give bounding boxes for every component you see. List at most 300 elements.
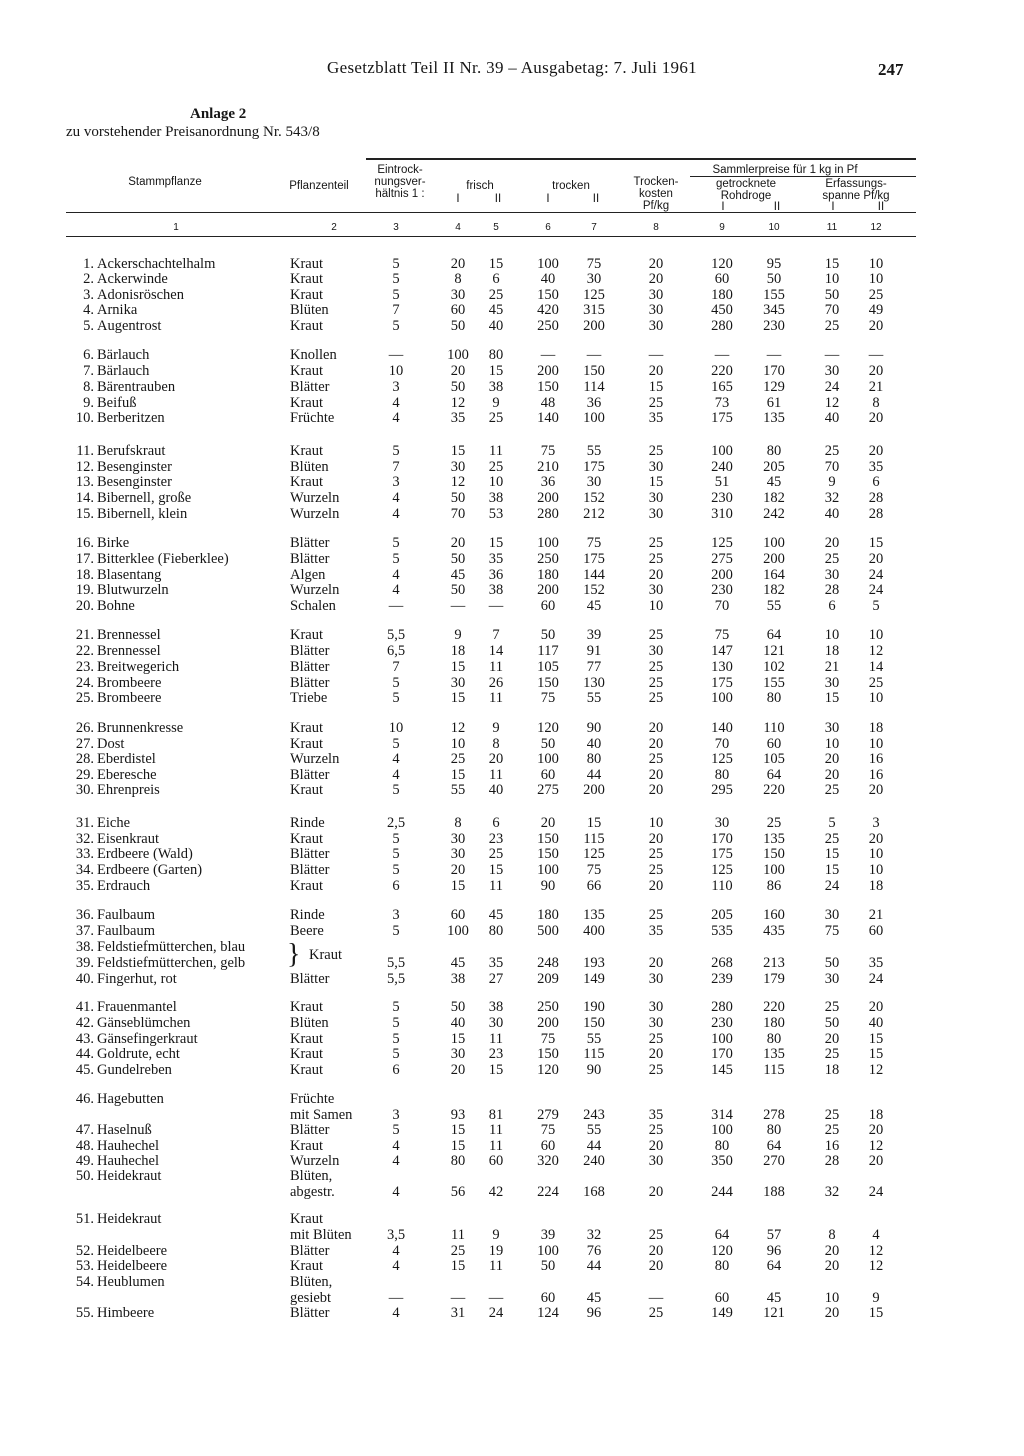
value-cell: 40 [824, 506, 840, 522]
value-cell: 275 [711, 551, 733, 567]
value-cell: 24 [868, 567, 884, 583]
value-cell: 180 [711, 287, 733, 303]
value-cell: 25 [450, 751, 466, 767]
plant-part: Blätter [290, 551, 330, 567]
value-cell: 275 [537, 782, 559, 798]
table-row [0, 751, 1024, 767]
row-number: 41. [75, 999, 94, 1015]
plant-name: Ehrenpreis [97, 782, 160, 798]
value-cell: 20 [868, 1153, 884, 1169]
value-cell: 64 [766, 767, 782, 783]
value-cell: 11 [489, 1031, 503, 1047]
value-cell: 30 [450, 287, 466, 303]
plant-part: Blätter [290, 643, 330, 659]
value-cell: 50 [450, 999, 466, 1015]
value-cell: 3,5 [386, 1227, 406, 1243]
plant-name: Augentrost [97, 318, 162, 334]
plant-part: Kraut [290, 831, 324, 847]
plant-name: Feldstiefmütterchen, gelb [97, 955, 246, 971]
value-cell: 61 [766, 395, 782, 411]
plant-part: Kraut [290, 1211, 324, 1227]
value-cell: 30 [648, 302, 664, 318]
value-cell: 32 [586, 1227, 602, 1243]
plant-part: Kraut [290, 474, 324, 490]
value-cell: 25 [648, 1031, 664, 1047]
value-cell: 45 [450, 955, 466, 971]
value-cell: 25 [824, 999, 840, 1015]
value-cell: 10 [868, 862, 884, 878]
value-cell: 152 [583, 490, 605, 506]
value-cell: 117 [537, 643, 559, 659]
value-cell: 9 [492, 395, 500, 411]
value-cell: 200 [537, 582, 559, 598]
value-cell: 30 [450, 831, 466, 847]
row-number: 11. [76, 443, 94, 459]
value-cell: 36 [540, 474, 556, 490]
value-cell: 243 [583, 1107, 605, 1123]
plant-name: Erdrauch [97, 878, 151, 894]
plant-part: Kraut [290, 782, 324, 798]
plant-name: Heidekraut [97, 1168, 162, 1184]
value-cell: 7 [392, 459, 400, 475]
value-cell: 12 [450, 720, 466, 736]
table-row [0, 999, 1024, 1015]
value-cell: 96 [586, 1305, 602, 1321]
value-cell: 55 [586, 443, 602, 459]
value-cell: 55 [586, 690, 602, 706]
value-cell: 80 [714, 767, 730, 783]
column-number: 12 [870, 222, 882, 233]
value-cell: 5 [392, 551, 400, 567]
value-cell: — [648, 347, 664, 363]
value-cell: 25 [648, 443, 664, 459]
header-frisch: frisch [466, 180, 494, 192]
value-cell: 40 [488, 782, 504, 798]
plant-part: Beere [290, 923, 324, 939]
row-number: 48. [75, 1138, 94, 1154]
value-cell: 75 [824, 923, 840, 939]
value-cell: 435 [763, 923, 785, 939]
value-cell: 25 [648, 1122, 664, 1138]
value-cell: 5 [392, 443, 400, 459]
plant-name: Ackerwinde [97, 271, 168, 287]
value-cell: 168 [583, 1184, 605, 1200]
value-cell: 280 [537, 506, 559, 522]
row-number: 15. [75, 506, 94, 522]
plant-name: Eiche [97, 815, 131, 831]
header-erfassung-line2: spanne Pf/kg [822, 190, 890, 202]
value-cell: 20 [648, 1258, 664, 1274]
value-cell: 24 [868, 582, 884, 598]
value-cell: 35 [648, 410, 664, 426]
value-cell: 25 [648, 1305, 664, 1321]
table-row [0, 535, 1024, 551]
plant-part: Blätter [290, 659, 330, 675]
value-cell: 28 [824, 582, 840, 598]
column-number: 2 [331, 222, 337, 233]
plant-part: Rinde [290, 907, 325, 923]
brace-label [0, 947, 1024, 963]
value-cell: 60 [540, 1290, 556, 1306]
value-cell: 3 [392, 474, 400, 490]
value-cell: 60 [450, 302, 466, 318]
table-row [0, 395, 1024, 411]
row-number: 2. [83, 271, 94, 287]
value-cell: 30 [488, 1015, 504, 1031]
plant-part: abgestr. [290, 1184, 335, 1200]
value-cell: 70 [824, 302, 840, 318]
value-cell: 81 [488, 1107, 504, 1123]
value-cell: 175 [711, 675, 733, 691]
value-cell: 6 [392, 1062, 400, 1078]
row-number: 17. [75, 551, 94, 567]
value-cell: 15 [450, 1258, 466, 1274]
value-cell: 20 [648, 955, 664, 971]
header-trockenkosten-line2: kosten [639, 188, 673, 200]
value-cell: 96 [766, 1243, 782, 1259]
value-cell: 75 [586, 862, 602, 878]
value-cell: 66 [586, 878, 602, 894]
plant-name: Erdbeere (Garten) [97, 862, 203, 878]
value-cell: 36 [488, 567, 504, 583]
row-number: 38. [75, 939, 94, 955]
value-cell: 144 [583, 567, 605, 583]
plant-name: Beifuß [97, 395, 137, 411]
value-cell: 40 [450, 1015, 466, 1031]
value-cell: 93 [450, 1107, 466, 1123]
plant-name: Besenginster [97, 459, 172, 475]
value-cell: 5 [392, 318, 400, 334]
value-cell: 16 [868, 751, 884, 767]
value-cell: 9 [492, 1227, 500, 1243]
value-cell: 280 [711, 318, 733, 334]
column-number: 10 [768, 222, 780, 233]
plant-part: Wurzeln [290, 490, 340, 506]
value-cell: 10 [450, 736, 466, 752]
value-cell: 8 [454, 815, 462, 831]
value-cell: 6 [492, 271, 500, 287]
plant-name: Fingerhut, rot [97, 971, 177, 987]
value-cell: 25 [824, 1107, 840, 1123]
value-cell: 120 [537, 1062, 559, 1078]
value-cell: 12 [868, 1138, 884, 1154]
value-cell: 239 [711, 971, 733, 987]
value-cell: 20 [648, 878, 664, 894]
value-cell: 50 [450, 582, 466, 598]
value-cell: 350 [711, 1153, 733, 1169]
value-cell: 30 [648, 287, 664, 303]
value-cell: 15 [450, 690, 466, 706]
value-cell: 25 [648, 627, 664, 643]
value-cell: 10 [868, 271, 884, 287]
value-cell: 75 [540, 443, 556, 459]
value-cell: 224 [537, 1184, 559, 1200]
value-cell: 310 [711, 506, 733, 522]
value-cell: 5 [392, 271, 400, 287]
value-cell: 100 [537, 256, 559, 272]
value-cell: 20 [868, 410, 884, 426]
row-number: 1. [83, 256, 94, 272]
plant-name: Heublumen [97, 1274, 165, 1290]
value-cell: 40 [586, 736, 602, 752]
row-number: 35. [75, 878, 94, 894]
value-cell: 3 [392, 1107, 400, 1123]
header-trocken-I: I [546, 193, 550, 205]
value-cell: 35 [450, 410, 466, 426]
value-cell: 4 [392, 410, 400, 426]
value-cell: 30 [824, 675, 840, 691]
value-cell: 135 [763, 410, 785, 426]
plant-name: Hauhechel [97, 1138, 159, 1154]
value-cell: 20 [824, 1243, 840, 1259]
plant-part: Kraut [290, 271, 324, 287]
row-number: 6. [83, 347, 94, 363]
table-row [0, 971, 1024, 987]
header-trockenkosten [618, 176, 694, 212]
plant-part: Algen [290, 567, 326, 583]
value-cell: 100 [763, 535, 785, 551]
row-number: 50. [75, 1168, 94, 1184]
value-cell: 64 [766, 627, 782, 643]
value-cell: 15 [450, 767, 466, 783]
value-cell: 25 [766, 815, 782, 831]
plant-name: Eisenkraut [97, 831, 160, 847]
table-row [0, 1168, 1024, 1184]
row-number: 10. [75, 410, 94, 426]
plant-part: Blätter [290, 862, 330, 878]
value-cell: 20 [824, 751, 840, 767]
value-cell: 70 [714, 736, 730, 752]
value-cell: 188 [763, 1184, 785, 1200]
value-cell: 20 [868, 443, 884, 459]
value-cell: 7 [392, 302, 400, 318]
value-cell: 21 [868, 379, 884, 395]
value-cell: 5 [392, 1046, 400, 1062]
value-cell: — [586, 347, 602, 363]
value-cell: 11 [451, 1227, 465, 1243]
value-cell: 100 [711, 1031, 733, 1047]
value-cell: 25 [824, 443, 840, 459]
plant-name: Faulbaum [97, 907, 155, 923]
column-number: 9 [719, 222, 725, 233]
value-cell: 205 [763, 459, 785, 475]
value-cell: 64 [766, 1258, 782, 1274]
value-cell: 27 [488, 971, 504, 987]
plant-part: Knollen [290, 347, 337, 363]
value-cell: 140 [711, 720, 733, 736]
value-cell: 50 [824, 955, 840, 971]
table-row [0, 736, 1024, 752]
value-cell: 16 [824, 1138, 840, 1154]
value-cell: 230 [763, 318, 785, 334]
value-cell: 90 [540, 878, 556, 894]
value-cell: 30 [648, 1153, 664, 1169]
plant-name: Brennessel [97, 643, 161, 659]
value-cell: 240 [583, 1153, 605, 1169]
value-cell: 45 [586, 1290, 602, 1306]
header-sammlerpreise: Sammlerpreise für 1 kg in Pf [712, 164, 858, 176]
value-cell: 5 [392, 736, 400, 752]
value-cell: 12 [450, 474, 466, 490]
value-cell: 175 [711, 846, 733, 862]
value-cell: 30 [648, 999, 664, 1015]
value-cell: 36 [586, 395, 602, 411]
plant-name: Feldstiefmütterchen, blau [97, 939, 246, 955]
value-cell: 30 [714, 815, 730, 831]
value-cell: 114 [583, 379, 605, 395]
header-eintrock [362, 164, 438, 200]
value-cell: 15 [868, 1305, 884, 1321]
value-cell: — [540, 347, 556, 363]
row-number: 34. [75, 862, 94, 878]
column-number: 8 [653, 222, 659, 233]
plant-name: Bibernell, große [97, 490, 192, 506]
value-cell: 295 [711, 782, 733, 798]
value-cell: 15 [648, 474, 664, 490]
value-cell: 20 [648, 256, 664, 272]
value-cell: 200 [711, 567, 733, 583]
value-cell: 19 [488, 1243, 504, 1259]
value-cell: 5 [392, 256, 400, 272]
plant-part: Blätter [290, 1305, 330, 1321]
row-number: 13. [75, 474, 94, 490]
plant-name: Heidelbeere [97, 1243, 168, 1259]
value-cell: 193 [583, 955, 605, 971]
value-cell: 80 [714, 1258, 730, 1274]
value-cell: 6 [828, 598, 836, 614]
header-trocken: trocken [552, 180, 590, 192]
value-cell: 5 [392, 675, 400, 691]
value-cell: 40 [540, 271, 556, 287]
value-cell: 30 [450, 675, 466, 691]
value-cell: 5 [872, 598, 880, 614]
table-row [0, 1138, 1024, 1154]
plant-part: Kraut [290, 627, 324, 643]
plant-name: Brennessel [97, 627, 161, 643]
value-cell: 121 [763, 1305, 785, 1321]
table-row [0, 1153, 1024, 1169]
value-cell: 60 [488, 1153, 504, 1169]
value-cell: 5 [392, 846, 400, 862]
plant-part: Wurzeln [290, 506, 340, 522]
plant-part: Schalen [290, 598, 336, 614]
value-cell: 60 [450, 907, 466, 923]
value-cell: 95 [766, 256, 782, 272]
value-cell: 4 [392, 1258, 400, 1274]
value-cell: 40 [488, 318, 504, 334]
value-cell: 20 [648, 736, 664, 752]
value-cell: 345 [763, 302, 785, 318]
value-cell: 57 [766, 1227, 782, 1243]
value-cell: 25 [648, 907, 664, 923]
value-cell: 5 [392, 999, 400, 1015]
column-number: 7 [591, 222, 597, 233]
row-number: 49. [75, 1153, 94, 1169]
table-row [0, 582, 1024, 598]
value-cell: 10 [824, 736, 840, 752]
value-cell: 180 [537, 567, 559, 583]
value-cell: 38 [450, 971, 466, 987]
value-cell: 25 [824, 831, 840, 847]
value-cell: 135 [583, 907, 605, 923]
value-cell: 15 [450, 1122, 466, 1138]
table-row [0, 627, 1024, 643]
value-cell: 100 [537, 535, 559, 551]
value-cell: 50 [540, 1258, 556, 1274]
plant-name: Erdbeere (Wald) [97, 846, 193, 862]
plant-name: Bärlauch [97, 347, 150, 363]
row-number: 21. [75, 627, 94, 643]
table-row [0, 1274, 1024, 1290]
value-cell: 40 [868, 1015, 884, 1031]
table-row [0, 720, 1024, 736]
value-cell: 30 [648, 582, 664, 598]
value-cell: 3 [392, 379, 400, 395]
value-cell: 20 [868, 318, 884, 334]
table-row [0, 271, 1024, 287]
value-cell: — [388, 347, 404, 363]
row-number: 23. [75, 659, 94, 675]
value-cell: 44 [586, 1138, 602, 1154]
value-cell: 18 [868, 1107, 884, 1123]
value-cell: 50 [450, 318, 466, 334]
table-row [0, 490, 1024, 506]
value-cell: 129 [763, 379, 785, 395]
plant-name: Dost [97, 736, 125, 752]
plant-name: Heidelbeere [97, 1258, 168, 1274]
value-cell: 25 [648, 551, 664, 567]
value-cell: 155 [763, 287, 785, 303]
plant-name: Eberesche [97, 767, 157, 783]
value-cell: 15 [648, 379, 664, 395]
table-row [0, 318, 1024, 334]
value-cell: 15 [824, 256, 840, 272]
value-cell: 170 [711, 831, 733, 847]
value-cell: 38 [488, 999, 504, 1015]
value-cell: 120 [711, 1243, 733, 1259]
value-cell: 280 [711, 999, 733, 1015]
plant-part: Kraut [290, 1258, 324, 1274]
value-cell: 420 [537, 302, 559, 318]
row-number: 47. [75, 1122, 94, 1138]
value-cell: 55 [586, 1122, 602, 1138]
value-cell: 165 [711, 379, 733, 395]
header-rohdroge-I: I [721, 201, 725, 213]
value-cell: 5 [392, 287, 400, 303]
value-cell: 5 [392, 782, 400, 798]
value-cell: 120 [537, 720, 559, 736]
value-cell: 8 [492, 736, 500, 752]
row-number: 44. [75, 1046, 94, 1062]
value-cell: 30 [648, 318, 664, 334]
value-cell: 64 [766, 1138, 782, 1154]
value-cell: 500 [537, 923, 559, 939]
value-cell: 24 [868, 971, 884, 987]
value-cell: 15 [450, 1031, 466, 1047]
plant-part: Blüten [290, 1015, 329, 1031]
table-row [0, 1184, 1024, 1200]
value-cell: 160 [763, 907, 785, 923]
value-cell: 20 [824, 1031, 840, 1047]
value-cell: 179 [763, 971, 785, 987]
value-cell: 20 [648, 1243, 664, 1259]
value-cell: 20 [648, 363, 664, 379]
table-number-rule [66, 236, 916, 237]
value-cell: 200 [583, 782, 605, 798]
value-cell: 45 [586, 598, 602, 614]
value-cell: 11 [489, 690, 503, 706]
value-cell: 242 [763, 506, 785, 522]
